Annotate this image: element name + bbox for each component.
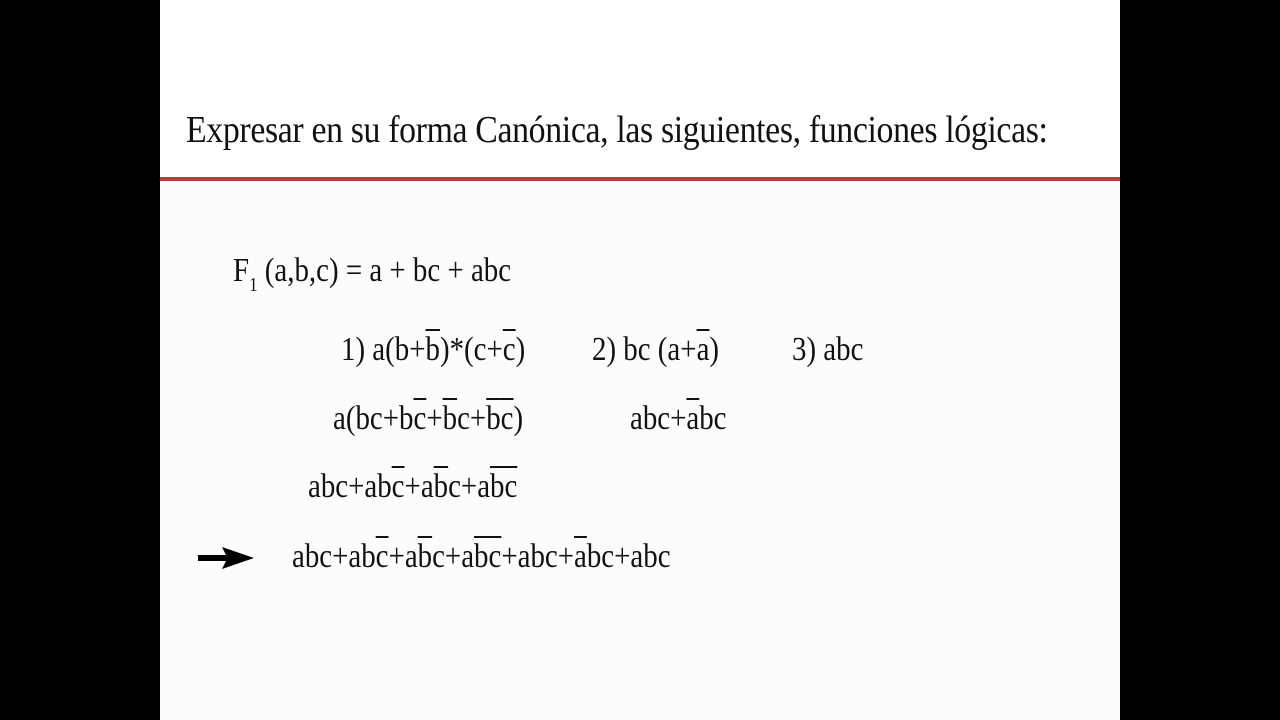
- expansion-text: +: [426, 400, 443, 437]
- slide: [160, 0, 1120, 720]
- negated-term: $\overline{b}$: [486, 400, 501, 437]
- negated-term: $\overline{c}$: [504, 468, 518, 505]
- expansion-step-2: [630, 402, 727, 436]
- expansion-text: c+a: [448, 468, 491, 505]
- expansion-step-1: [333, 402, 523, 436]
- negated-term: $\overline{c}$: [500, 400, 514, 437]
- function-definition: [233, 252, 512, 296]
- step-1-text: )*(c+: [439, 331, 503, 368]
- negated-term: $\overline{b}$: [442, 400, 458, 437]
- expansion-step-3: [308, 470, 517, 504]
- step-3-text: 3) abc: [792, 331, 864, 368]
- result-text: c+a: [432, 538, 475, 575]
- negated-term: $\overline{c}$: [413, 400, 427, 437]
- result-text: bc+abc: [586, 538, 671, 575]
- expansion-text: c+: [457, 400, 487, 437]
- expansion-text: abc+ab: [308, 468, 392, 505]
- canonical-result: [292, 540, 671, 574]
- expansion-text: a(bc+b: [333, 400, 414, 437]
- step-1: [341, 333, 525, 367]
- negated-term: $\overline{c}$: [391, 468, 405, 505]
- result-text: +abc+: [501, 538, 575, 575]
- right-arrow-icon: [198, 545, 254, 571]
- result-text: +a: [388, 538, 418, 575]
- expansion-text: abc+: [630, 400, 687, 437]
- negated-term: $\overline{c}$: [488, 538, 502, 575]
- step-2-text: ): [709, 331, 720, 368]
- expansion-text: ): [513, 400, 524, 437]
- step-1-negated-b: $\overline{b}$: [425, 331, 440, 368]
- function-subscript: 1: [249, 274, 258, 296]
- step-3: [792, 333, 863, 367]
- negated-term: $\overline{b}$: [490, 468, 505, 505]
- function-name: F: [233, 252, 250, 289]
- step-2-text: 2) bc (a+: [592, 331, 697, 368]
- negated-term: $\overline{b}$: [433, 468, 449, 505]
- step-2: [592, 333, 719, 367]
- step-1-negated-c: $\overline{c}$: [502, 331, 516, 368]
- step-2-negated-a: $\overline{a}$: [696, 331, 710, 368]
- negated-term: $\overline{c}$: [375, 538, 389, 575]
- slide-title: Expresar en su forma Canónica, las siguientes, funciones lógicas:: [186, 109, 1048, 151]
- title-area: [160, 0, 1120, 178]
- expansion-text: +a: [404, 468, 434, 505]
- negated-term: $\overline{a}$: [574, 538, 587, 575]
- step-1-text: ): [515, 331, 526, 368]
- result-text: abc+ab: [292, 538, 376, 575]
- expansion-text: bc: [699, 400, 727, 437]
- step-1-text: 1) a(b+: [341, 331, 426, 368]
- negated-term: $\overline{b}$: [474, 538, 489, 575]
- negated-term: $\overline{a}$: [686, 400, 700, 437]
- function-body: (a,b,c) = a + bc + abc: [257, 252, 512, 289]
- negated-term: $\overline{b}$: [417, 538, 433, 575]
